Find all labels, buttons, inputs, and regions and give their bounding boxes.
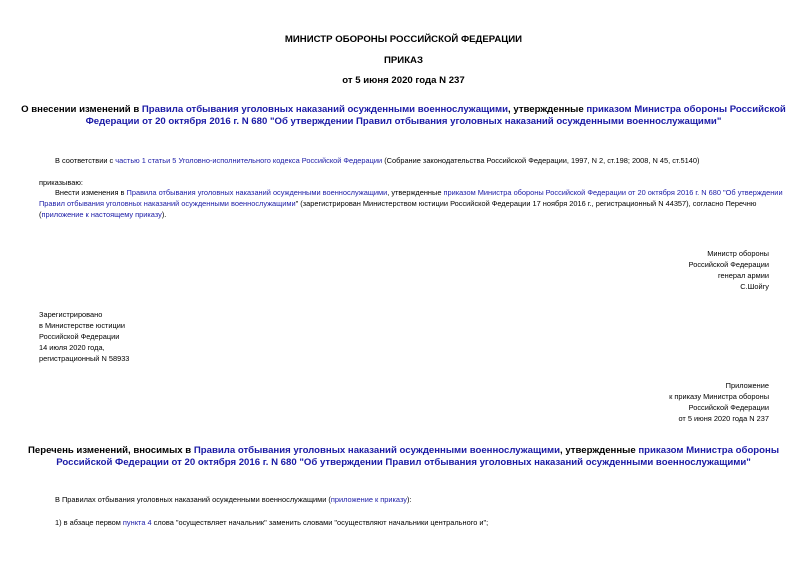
registration-line: регистрационный N 58933 (39, 354, 130, 363)
header-date: от 5 июня 2020 года N 237 (342, 75, 465, 86)
basis-text-1: В соответствии с (55, 156, 116, 165)
order-link-order-b[interactable]: Правил отбывания уголовных наказаний осужденными военнослужащими (39, 199, 296, 208)
header-minister: МИНИСТР ОБОРОНЫ РОССИЙСКОЙ ФЕДЕРАЦИИ (284, 34, 523, 45)
title-line-1 (0, 104, 807, 116)
order-text-5: ). (161, 210, 167, 219)
basis-link-code[interactable]: частью 1 статьи 5 Уголовно-исполнительного кодекса Российской Федерации (115, 156, 383, 165)
appendix-block (669, 380, 769, 424)
order-text-3: " (зарегистрирован Министерством юстиции Российской Федерации 17 ноября 2016 г., регистрационный N 44357), согласно Перечню (295, 199, 757, 208)
signature-line: Министр обороны (707, 249, 769, 258)
order-word: приказываю: (39, 178, 83, 187)
item-1-link-point[interactable]: пункта 4 (122, 518, 152, 527)
list-title-link-rules[interactable]: Правила отбывания уголовных наказаний осужденными военнослужащими (193, 445, 560, 456)
rules-intro-text-1: В Правилах отбывания уголовных наказаний осужденными военнослужащими ( (55, 495, 331, 504)
signature-line: Российской Федерации (688, 260, 769, 269)
order-text-1: Внести изменения в (55, 188, 127, 197)
list-title-line-1 (0, 445, 807, 457)
title-link-order-b[interactable]: Федерации от 20 октября 2016 г. N 680 "Об утверждении Правил отбывания уголовных наказаний осужденными военнослужащими" (85, 116, 722, 127)
signature-line: С.Шойгу (740, 282, 769, 291)
basis-paragraph (55, 155, 699, 166)
registration-line: Российской Федерации (39, 332, 120, 341)
title-text-2: , утвержденные (508, 104, 587, 115)
basis-text-2: (Собрание законодательства Российской Федерации, 1997, N 2, ст.198; 2008, N 45, ст.5140) (382, 156, 700, 165)
title-text-1: О внесении изменений в (21, 104, 142, 115)
title-link-rules[interactable]: Правила отбывания уголовных наказаний осужденными военнослужащими (141, 104, 509, 115)
signature-line: генерал армии (718, 271, 769, 280)
list-title-link-order-a[interactable]: приказом Министра обороны (638, 445, 780, 456)
registration-line: Зарегистрировано (39, 310, 103, 319)
order-line-2 (39, 198, 756, 209)
order-text-4: ( (39, 210, 42, 219)
order-link-rules[interactable]: Правила отбывания уголовных наказаний осужденными военнослужащими (126, 188, 388, 197)
list-title-link-order-b[interactable]: Российской Федерации от 20 октября 2016 г. N 680 "Об утверждении Правил отбывания уголовных наказаний осужденными военнослужащими" (56, 457, 751, 468)
registration-line: 14 июля 2020 года, (39, 343, 105, 352)
rules-intro-text-2: ): (406, 495, 412, 504)
appendix-line: Приложение (725, 381, 769, 390)
rules-intro-link-appendix[interactable]: приложение к приказу (330, 495, 407, 504)
order-text-2: , утвержденные (387, 188, 444, 197)
title-link-order-a[interactable]: приказом Министра обороны Российской (586, 104, 786, 115)
title-line-2 (0, 116, 807, 128)
item-1 (55, 517, 488, 528)
item-1-text-1: 1) в абзаце первом (55, 518, 123, 527)
order-line-3 (39, 209, 166, 220)
appendix-line: от 5 июня 2020 года N 237 (678, 414, 769, 423)
item-1-text-2: слова "осуществляет начальник" заменить словами "осуществляют начальники центрального и"; (151, 518, 489, 527)
order-link-appendix[interactable]: приложение к настоящему приказу (41, 210, 162, 219)
header-order: ПРИКАЗ (384, 55, 423, 66)
registration-block (39, 309, 129, 364)
registration-line: в Министерстве юстиции (39, 321, 126, 330)
appendix-line: к приказу Министра обороны (669, 392, 769, 401)
rules-intro (55, 494, 411, 505)
signature-block (689, 248, 769, 292)
list-title-text-1: Перечень изменений, вносимых в (27, 445, 194, 456)
list-title-text-2: , утвержденные (560, 445, 639, 456)
appendix-line: Российской Федерации (688, 403, 769, 412)
order-link-order-a[interactable]: приказом Министра обороны Российской Федерации от 20 октября 2016 г. N 680 "Об утверждении (443, 188, 783, 197)
list-title-line-2 (0, 457, 807, 469)
order-line-1 (55, 187, 783, 198)
